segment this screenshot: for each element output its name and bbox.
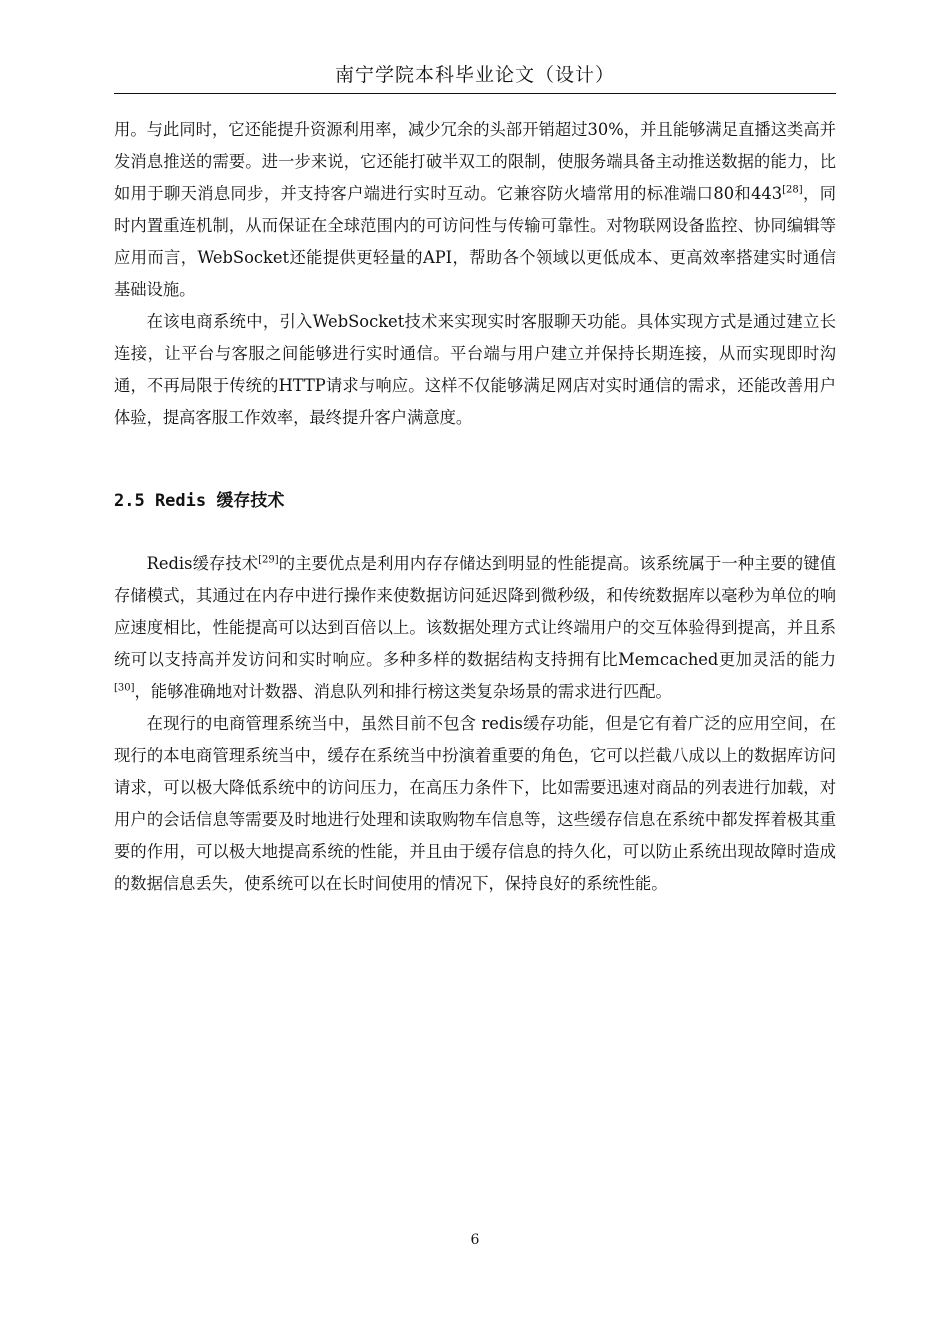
section-redis-body	[114, 548, 836, 900]
section-websocket-body	[114, 114, 836, 434]
page-header-title: 南宁学院本科毕业论文（设计）	[334, 64, 615, 86]
citation-30: [30]	[114, 682, 135, 694]
websocket-paragraph-1	[114, 114, 836, 306]
redis-paragraph-1	[114, 548, 836, 708]
section-heading-redis: 2.5 Redis 缓存技术	[114, 491, 285, 511]
websocket-paragraph-1-text-a: 用。与此同时，它还能提升资源利用率，减少冗余的头部开销超过30%，并且能够满足直播这类高并发消息推送的需要。进一步来说，它还能打破半双工的限制，使服务端具备主动推送数据的能力，比如用于聊天消息同步，并支持客户端进行实时互动。它兼容防火墙常用的标准端口80和443	[114, 120, 836, 203]
header-divider	[114, 93, 836, 94]
websocket-paragraph-1-text-b: ，同时内置重连机制，从而保证在全球范围内的可访问性与传输可靠性。对物联网设备监控、协同编辑等应用而言，WebSocket还能提供更轻量的API，帮助各个领域以更低成本、更高效率搭建实时通信基础设施。	[114, 184, 836, 299]
citation-29: [29]	[258, 554, 279, 566]
redis-paragraph-1-text-c: ，能够准确地对计数器、消息队列和排行榜这类复杂场景的需求进行匹配。	[134, 682, 672, 701]
redis-paragraph-1-text-a: Redis缓存技术	[146, 554, 259, 573]
page-number: 6	[470, 1232, 480, 1248]
websocket-paragraph-2: 在该电商系统中，引入WebSocket技术来实现实时客服聊天功能。具体实现方式是通过建立长连接，让平台与客服之间能够进行实时通信。平台端与用户建立并保持长期连接，从而实现即时沟通，不再局限于传统的HTTP请求与响应。这样不仅能够满足网店对实时通信的需求，还能改善用户体验，提高客服工作效率，最终提升客户满意度。	[114, 312, 836, 427]
redis-paragraph-1-text-b: 的主要优点是利用内存存储达到明显的性能提高。该系统属于一种主要的键值存储模式，其通过在内存中进行操作来使数据访问延迟降到微秒级，和传统数据库以毫秒为单位的响应速度相比，性能提高可以达到百倍以上。该数据处理方式让终端用户的交互体验得到提高，并且系统可以支持高并发访问和实时响应。多种多样的数据结构支持拥有比Memcached更加灵活的能力	[114, 554, 836, 669]
redis-paragraph-2: 在现行的电商管理系统当中，虽然目前不包含 redis缓存功能，但是它有着广泛的应用空间，在现行的本电商管理系统当中，缓存在系统当中扮演着重要的角色，它可以拦截八成以上的数据库访问请求，可以极大降低系统中的访问压力，在高压力条件下，比如需要迅速对商品的列表进行加载，对用户的会话信息等需要及时地进行处理和读取购物车信息等，这些缓存信息在系统中都发挥着极其重要的作用，可以极大地提高系统的性能，并且由于缓存信息的持久化，可以防止系统出现故障时造成的数据信息丢失，使系统可以在长时间使用的情况下，保持良好的系统性能。	[114, 714, 836, 893]
citation-28: [28]	[782, 184, 803, 196]
